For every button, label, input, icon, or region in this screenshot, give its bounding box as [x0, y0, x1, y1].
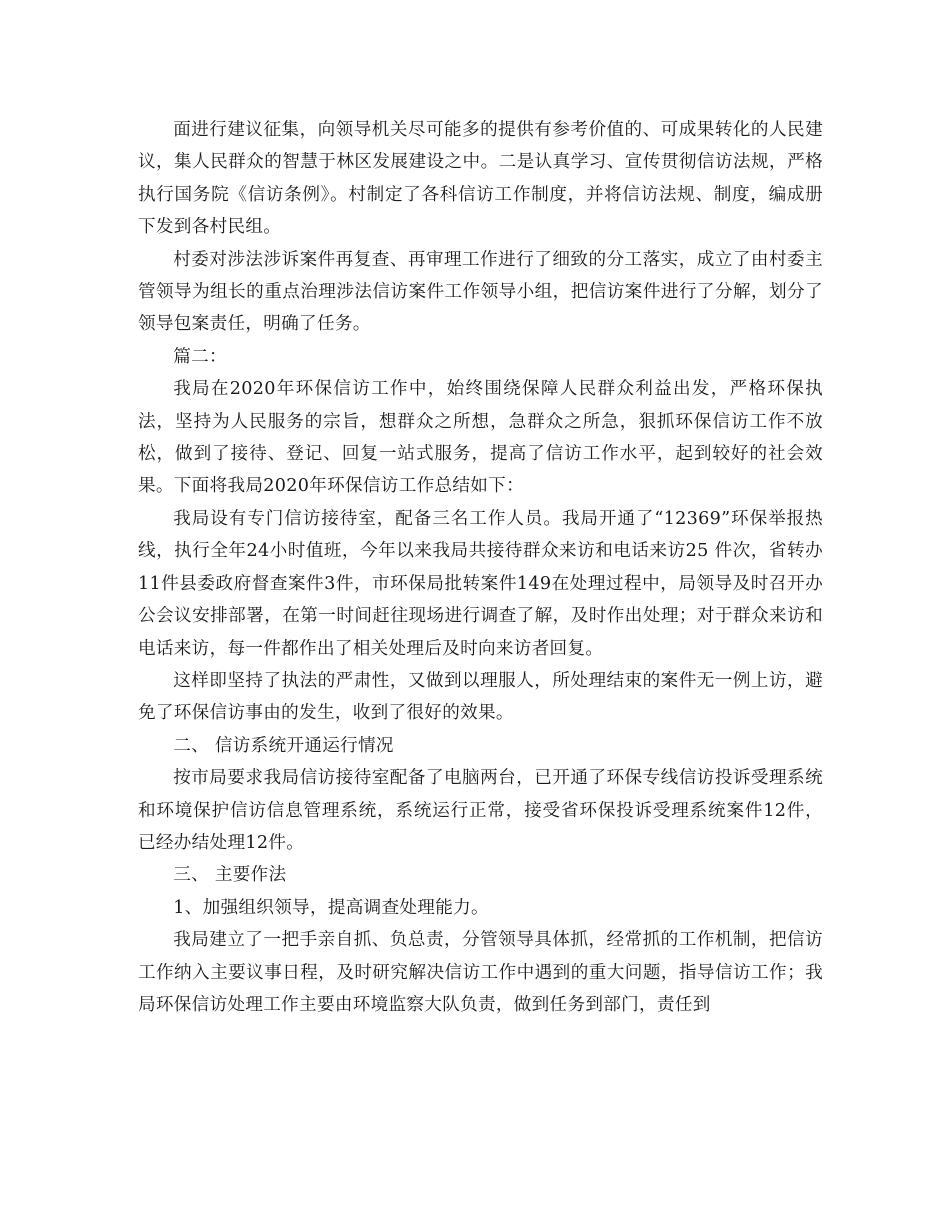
section-heading-system: 二、 信访系统开通运行情况	[173, 735, 394, 756]
section-heading-methods: 三、 主要作法	[173, 865, 287, 886]
document-body	[138, 114, 823, 1021]
paragraph-continuation: 面进行建议征集，向领导机关尽可能多的提供有参考价值的、可成果转化的人民建议，集人民群众的智慧于林区发展建设之中。二是认真学习、宣传贯彻信访法规，严格执行国务院《信访条例》。村制定了各科信访工作制度，并将信访法规、制度，编成册下发到各村民组。	[138, 120, 823, 238]
paragraph-work-mechanism: 我局建立了一把手亲自抓、负总责，分管领导具体抓，经常抓的工作机制，把信访工作纳入主要议事日程，及时研究解决信访工作中遇到的重大问题，指导信访工作；我局环保信访处理工作主要由环境监察大队负责，做到任务到部门，责任到	[138, 930, 823, 1015]
paragraph-reception-room: 我局设有专门信访接待室，配备三名工作人员。我局开通了“12369”环保举报热线，执行全年24小时值班，今年以来我局共接待群众来访和电话来访25 件次，省转办11件县委政府督查案件3件，市环保局批转案件149在处理过程中，局领导及时召开办公会议安排部署，在第一时间赶往现场进行调查了解，及时作出处理；对于群众来访和电话来访，每一件都作出了相关处理后及时向来访者回复。	[138, 508, 823, 659]
section-heading-part-two: 篇二：	[173, 346, 227, 367]
paragraph-village-committee: 村委对涉法涉诉案件再复查、再审理工作进行了细致的分工落实，成立了由村委主管领导为组长的重点治理涉法信访案件工作领导小组，把信访案件进行了分解，划分了领导包案责任，明确了任务。	[138, 249, 823, 335]
subheading-leadership: 1、加强组织领导，提高调查处理能力。	[173, 897, 489, 918]
paragraph-results: 这样即坚持了执法的严肃性，又做到以理服人，所处理结束的案件无一例上访，避免了环保信访事由的发生，收到了很好的效果。	[138, 670, 823, 724]
paragraph-bureau-overview: 我局在2020年环保信访工作中，始终围绕保障人民群众利益出发，严格环保执法，坚持为人民服务的宗旨，想群众之所想，急群众之所急，狠抓环保信访工作不放松，做到了接待、登记、回复一站式服务，提高了信访工作水平，起到较好的社会效果。下面将我局2020年环保信访工作总结如下：	[138, 379, 823, 497]
paragraph-system-operation: 按市局要求我局信访接待室配备了电脑两台，已开通了环保专线信访投诉受理系统和环境保护信访信息管理系统，系统运行正常，接受省环保投诉受理系统案件12件，已经办结处理12件。	[138, 768, 823, 853]
